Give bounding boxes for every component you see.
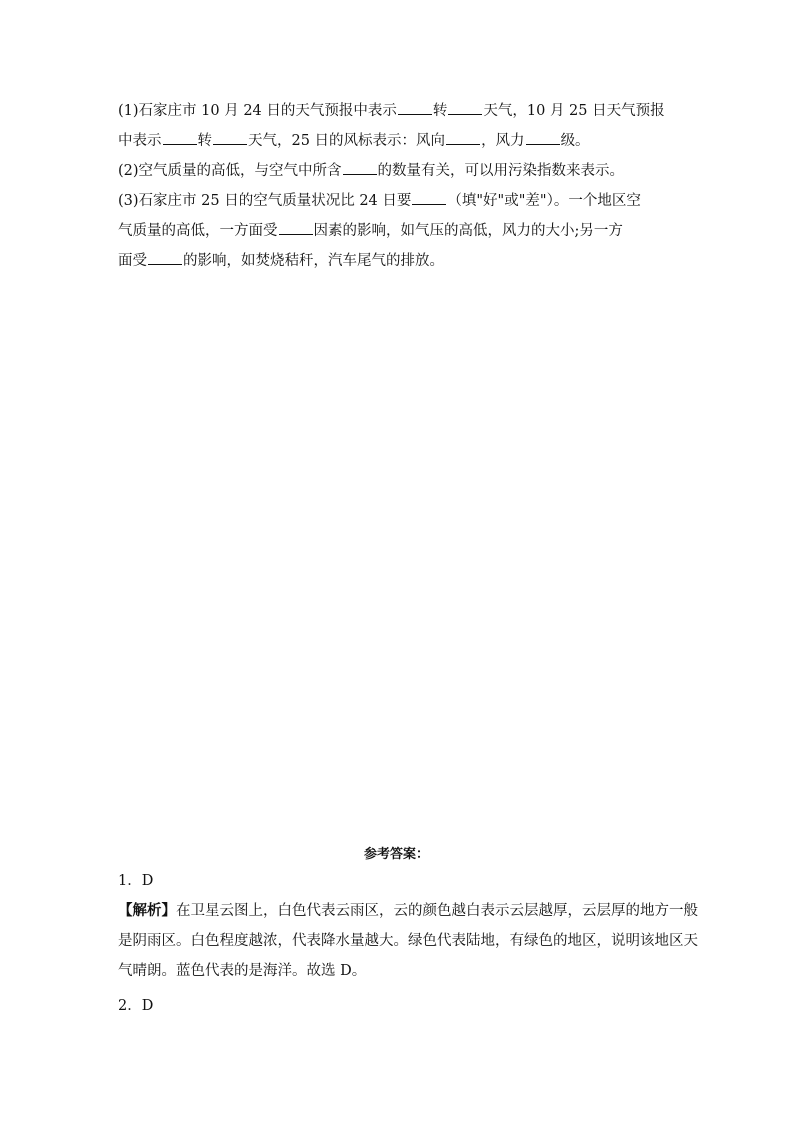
- answer-blank[interactable]: [343, 160, 377, 175]
- question-3-line-2: 气质量的高低，一方面受 因素的影响，如气压的高低，风力的大小;另一方: [118, 216, 678, 246]
- answer-blank[interactable]: [446, 130, 480, 145]
- answer-blank[interactable]: [163, 130, 197, 145]
- question-1-line-1: (1)石家庄市 10 月 24 日的天气预报中表示 转 天气，10 月 25 日天气预报: [118, 96, 678, 126]
- analysis-label: 【解析】: [118, 902, 176, 919]
- answer-1: 1．D: [118, 873, 154, 889]
- answer-blank[interactable]: [526, 130, 560, 145]
- question-3-line-3: 面受 的影响，如焚烧秸秆，汽车尾气的排放。: [118, 246, 678, 276]
- answer-blank[interactable]: [213, 130, 247, 145]
- answer-blank[interactable]: [398, 100, 432, 115]
- answer-2: 2．D: [118, 998, 154, 1014]
- question-1-line-2: 中表示 转 天气，25 日的风标表示：风向 ，风力 级。: [118, 126, 678, 156]
- answer-1-analysis: 【解析】在卫星云图上，白色代表云雨区，云的颜色越白表示云层越厚，云层厚的地方一般 是阴雨区。白色程度越浓，代表降水量越大。绿色代表陆地，有绿色的地区，说明该地区天 气晴朗。蓝色代表的是海洋。故选 D。: [118, 902, 698, 979]
- question-3-line-1: (3)石家庄市 25 日的空气质量状况比 24 日要 （填"好"或"差"）。一个地区空: [118, 186, 678, 216]
- question-2: (2)空气质量的高低，与空气中所含 的数量有关，可以用污染指数来表示。: [118, 156, 678, 186]
- question-block: [118, 96, 678, 276]
- answer-blank[interactable]: [279, 220, 313, 235]
- answer-blank[interactable]: [148, 250, 182, 265]
- answer-section-title: 参考答案：: [363, 847, 429, 862]
- answer-blank[interactable]: [448, 100, 482, 115]
- answer-blank[interactable]: [412, 190, 446, 205]
